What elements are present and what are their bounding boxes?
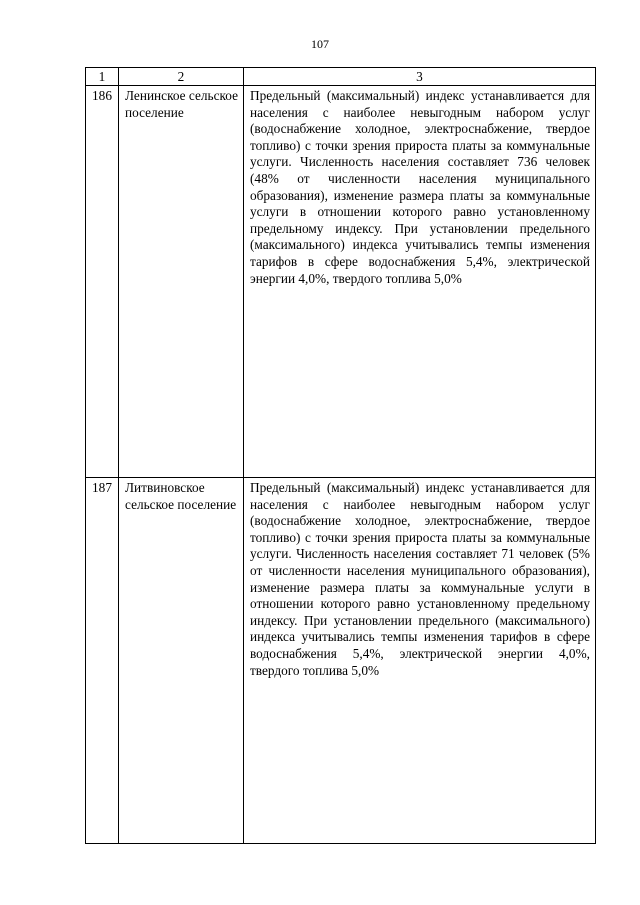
column-header-1: 1 [86,68,119,86]
tariff-index-table [85,67,596,844]
row-number: 186 [86,86,119,478]
settlement-name: Ленинское сельское поселение [119,86,244,478]
table-row [86,86,596,478]
column-header-3: 3 [244,68,596,86]
table-row [86,478,596,844]
row-number: 187 [86,478,119,844]
column-header-2: 2 [119,68,244,86]
table-header-row [86,68,596,86]
index-description: Предельный (максимальный) индекс устанавливается для населения с наиболее невыгодным набором услуг (водоснабжение холодное, электроснабжение, твердое топливо) с точки зрения прироста платы за коммунальные услуги. Численность населения составляет 71 человек (5% от численности населения муниципального образования), изменение размера платы за коммунальные услуги в отношении которого равно установленному предельному индексу. При установлении предельного (максимального) индекса учитывались темпы изменения тарифов в сфере водоснабжения 5,4%, электрической энергии 4,0%, твердого топлива 5,0% [244,478,596,844]
page-number: 107 [311,37,329,51]
index-description: Предельный (максимальный) индекс устанавливается для населения с наиболее невыгодным набором услуг (водоснабжение холодное, электроснабжение, твердое топливо) с точки зрения прироста платы за коммунальные услуги. Численность населения составляет 736 человек (48% от численности населения муниципального образования), изменение размера платы за коммунальные услуги в отношении которого равно установленному предельному индексу. При установлении предельного (максимального) индекса учитывались темпы изменения тарифов в сфере водоснабжения 5,4%, электрической энергии 4,0%, твердого топлива 5,0% [244,86,596,478]
settlement-name: Литвиновское сельское поселение [119,478,244,844]
